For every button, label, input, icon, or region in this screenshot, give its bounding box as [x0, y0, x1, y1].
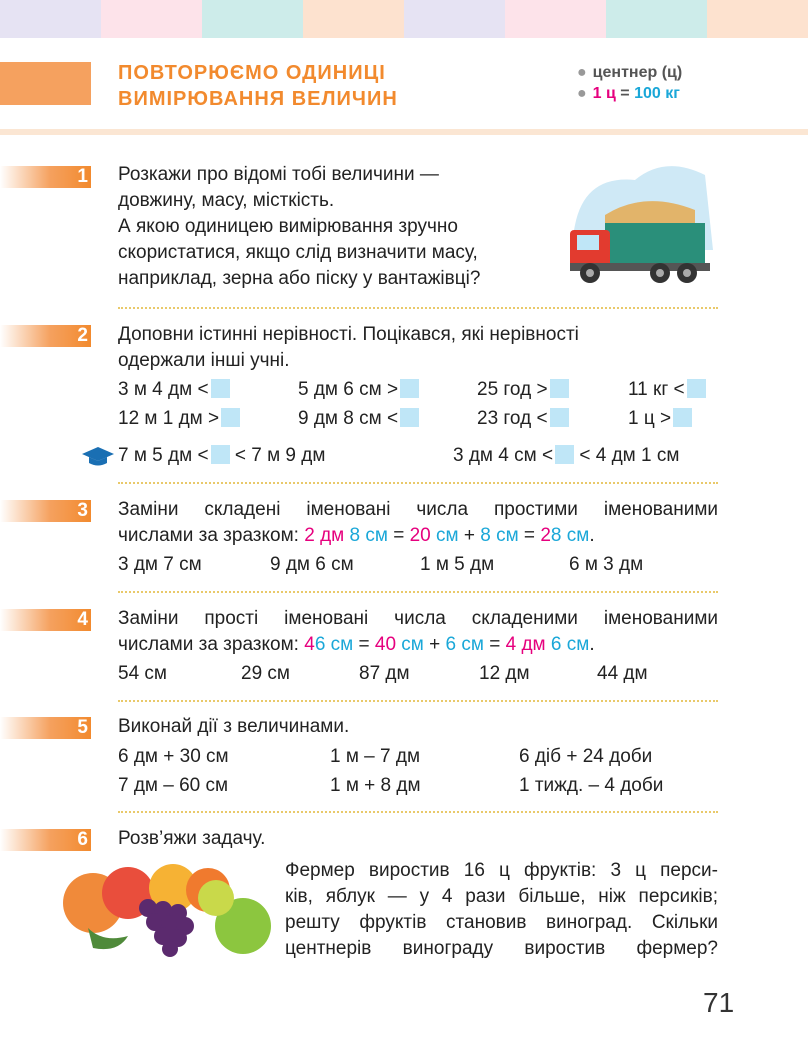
task-number: [0, 717, 91, 739]
task-number: [0, 500, 91, 522]
double-ineq: [118, 443, 325, 469]
text-line: Фермер виростив 16 ц фруктів: 3 ц перси-: [285, 860, 718, 881]
task6-text: Розв’яжи задачу.: [118, 828, 266, 849]
answer-box[interactable]: [221, 408, 240, 427]
ex-part: 4 дм: [505, 634, 546, 655]
title-line: ПОВТОРЮЄМО ОДИНИЦІ: [118, 62, 386, 84]
ex-sign: +: [423, 634, 446, 655]
item: 7 дм – 60 см: [118, 775, 229, 796]
text-line: Заміни складені іменовані числа простими іменованими: [118, 499, 718, 520]
ineq-item: [628, 406, 692, 432]
task-number-text: 6: [77, 829, 88, 850]
ineq-text: 9 дм 8 см <: [298, 408, 399, 429]
tab-color: [303, 0, 404, 38]
color-tabs: [0, 0, 808, 38]
text-line: довжину, масу, місткість.: [118, 190, 335, 211]
answer-box[interactable]: [687, 379, 706, 398]
ex-sign: .: [589, 634, 595, 655]
task1-text: [118, 162, 480, 292]
ex-sign: =: [518, 525, 541, 546]
title-line: ВИМІРЮВАННЯ ВЕЛИЧИН: [118, 88, 398, 110]
page-number: 71: [703, 987, 735, 1018]
task-number: [0, 829, 91, 851]
ex-part: 4: [304, 634, 315, 655]
task4-text: [118, 606, 718, 658]
ineq-item: [298, 406, 419, 432]
task-number: [0, 166, 91, 188]
ex-sign: =: [387, 525, 410, 546]
ineq-text: 23 год <: [477, 408, 548, 429]
problem-text: [285, 858, 718, 962]
ex-sign: .: [589, 525, 595, 546]
ineq-item: [477, 406, 569, 432]
ex-part: 2: [540, 525, 551, 546]
divider: [118, 307, 718, 309]
task-number-text: 2: [77, 325, 88, 346]
tab-color: [404, 0, 505, 38]
task-number-text: 4: [77, 609, 88, 630]
item: 6 діб + 24 доби: [519, 746, 653, 767]
item: 9 дм 6 см: [270, 554, 354, 575]
answer-box[interactable]: [400, 408, 419, 427]
ex-sign: =: [353, 634, 375, 655]
info-eq-left: 1 ц: [592, 85, 616, 102]
task3-text: [118, 497, 718, 549]
text-line: Розкажи про відомі тобі величини —: [118, 164, 439, 185]
ineq-text: 12 м 1 дм >: [118, 408, 220, 429]
bullet-icon: ●: [577, 85, 587, 102]
tab-color: [606, 0, 707, 38]
ex-sign: =: [483, 634, 506, 655]
ex-part: 20: [409, 525, 431, 546]
tab-color: [707, 0, 808, 38]
ineq-text: 25 год >: [477, 379, 548, 400]
ineq-text: < 4 дм 1 см: [579, 445, 680, 466]
text-line: решту фруктів становив виноград. Скільки: [285, 912, 718, 933]
ineq-text: 7 м 5 дм <: [118, 445, 209, 466]
divider: [118, 811, 718, 813]
divider: [118, 700, 718, 702]
ex-part: см: [430, 525, 459, 546]
tab-color: [202, 0, 303, 38]
ineq-item: [118, 377, 230, 403]
ex-part: 6 см: [445, 634, 484, 655]
task5-text: Виконай дії з величинами.: [118, 716, 350, 737]
answer-box[interactable]: [211, 445, 230, 464]
example-line: [118, 523, 718, 549]
truck-image: [565, 155, 715, 295]
item: 1 тижд. – 4 доби: [519, 775, 664, 796]
item: 54 см: [118, 663, 167, 684]
unit-info: [577, 62, 682, 104]
bullet-icon: ●: [577, 64, 587, 81]
divider: [118, 591, 718, 593]
item: 12 дм: [479, 663, 530, 684]
info-eq-right: 100 кг: [634, 85, 680, 102]
item: 29 см: [241, 663, 290, 684]
item: 1 м – 7 дм: [330, 746, 421, 767]
task-number-text: 3: [77, 500, 88, 521]
task-number: [0, 609, 91, 631]
item: 3 дм 7 см: [118, 554, 202, 575]
ex-part: см: [396, 634, 424, 655]
fruits-image: [58, 858, 273, 958]
info-text: центнер (ц): [592, 64, 683, 81]
ineq-item: [298, 377, 419, 403]
answer-box[interactable]: [550, 379, 569, 398]
ineq-text: 5 дм 6 см >: [298, 379, 399, 400]
ex-part: 8 см: [480, 525, 519, 546]
ineq-text: 3 м 4 дм <: [118, 379, 209, 400]
task-number-text: 1: [77, 166, 88, 187]
header-separator: [0, 129, 808, 135]
ineq-text: 3 дм 4 см <: [453, 445, 554, 466]
graduation-cap-icon: [82, 447, 114, 467]
ex-part: 40: [374, 634, 397, 655]
ex-sign: +: [458, 525, 481, 546]
answer-box[interactable]: [673, 408, 692, 427]
text-line: Доповни істинні нерівності. Поцікався, які нерівності: [118, 324, 579, 345]
ex-part: 6 см: [550, 634, 590, 655]
answer-box[interactable]: [550, 408, 569, 427]
ex-part: 8 см: [550, 525, 590, 546]
task-number-text: 5: [77, 717, 88, 738]
item: 1 м 5 дм: [420, 554, 495, 575]
item: 44 дм: [597, 663, 648, 684]
double-ineq: [453, 443, 679, 469]
text-line: наприклад, зерна або піску у вантажівці?: [118, 268, 481, 289]
page-title: [118, 60, 398, 112]
ex-part: 2 дм: [304, 525, 345, 546]
ineq-item: [628, 377, 706, 403]
info-eq-sign: =: [615, 85, 635, 102]
header-marker: [0, 62, 91, 105]
item: 6 м 3 дм: [569, 554, 644, 575]
divider: [118, 482, 718, 484]
text-line: А якою одиницею вимірювання зручно: [118, 216, 458, 237]
task-number: [0, 325, 91, 347]
answer-box[interactable]: [555, 445, 574, 464]
tab-color: [0, 0, 101, 38]
ineq-text: 11 кг <: [628, 379, 685, 400]
tab-color: [505, 0, 606, 38]
ineq-text: 1 ц >: [628, 408, 672, 429]
example-line: [118, 632, 718, 658]
task2-text: [118, 322, 579, 374]
text-line: ків, яблук — у 4 рази більше, ніж персиків;: [285, 886, 718, 907]
text-prefix: числами за зразком:: [118, 634, 305, 655]
text-line: центнерів винограду виростив фермер?: [285, 938, 718, 959]
ex-part: 8 см: [349, 525, 388, 546]
item: 6 дм + 30 см: [118, 746, 229, 767]
text-line: Заміни прості іменовані числа складеними іменованими: [118, 608, 718, 629]
ineq-item: [477, 377, 569, 403]
answer-box[interactable]: [211, 379, 230, 398]
text-prefix: числами за зразком:: [118, 525, 305, 546]
tab-color: [101, 0, 202, 38]
ex-part: 6 см: [314, 634, 354, 655]
text-line: скористатися, якщо слід визначити масу,: [118, 242, 478, 263]
item: 1 м + 8 дм: [330, 775, 421, 796]
ineq-text: < 7 м 9 дм: [234, 445, 326, 466]
text-line: одержали інші учні.: [118, 350, 290, 371]
ineq-item: [118, 406, 240, 432]
answer-box[interactable]: [400, 379, 419, 398]
item: 87 дм: [359, 663, 410, 684]
